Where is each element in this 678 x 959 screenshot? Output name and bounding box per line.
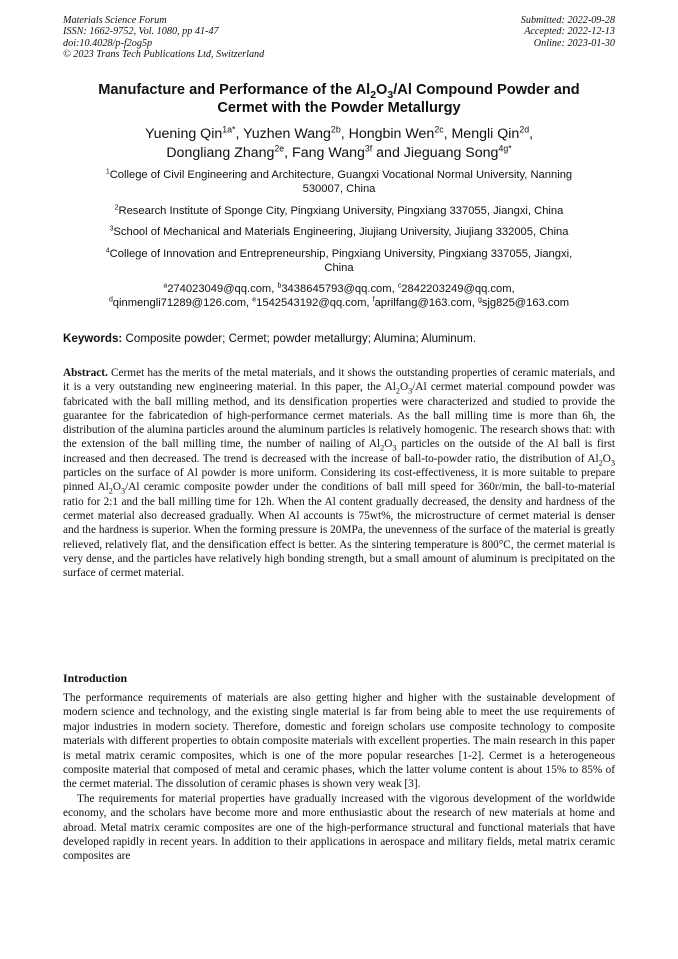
author-emails [63, 282, 615, 310]
author-affiliation-mark: 2e [274, 143, 285, 154]
author-name: , Fang Wang [284, 145, 365, 161]
keywords [63, 332, 615, 346]
keywords-label: Keywords: [63, 332, 123, 345]
author-affiliation-mark: 4g* [498, 143, 512, 154]
author-list: Yuening Qin$^{1a*}$, Yuzhen Wang$^{2b}$, Hongbin Wen$^{2c}$, Mengli Qin$^{2d}$, Dongliang Zhang$^{2e}$, Fang Wang$^{3f}$ and Jieguang Song$^{4g*}$ [144, 124, 534, 161]
abstract-text: O [384, 438, 393, 451]
abstract-text: particles on the outside of the Al ball is first increased and then decreased. The trend is decreased with the increase of ball-to-powder ratio, the distribution of Al [63, 438, 616, 465]
abstract-text: /Al cermet material compound powder was fabricated with the ball milling method, and its densification properties were characterized and studied to provide the guarantee for the fabricatedion of high-performance cermet materials. As the ball milling time is more than 6h, the distribution of the alumina particles around the aluminum particles is relatively homogenic. The research shows that: with the extension of the ball milling time, the number of nailing of Al [63, 381, 615, 451]
abstract-text: O [112, 481, 122, 494]
journal-name: Materials Science Forum [63, 15, 167, 26]
formula-subscript: 2 [108, 486, 113, 496]
email-address[interactable]: sjg825@163.com [481, 297, 570, 310]
formula-subscript: 3 [121, 486, 126, 496]
title-part: Manufacture and Performance of the Al [98, 82, 371, 98]
formula-subscript: 3 [408, 386, 413, 396]
email-mark: g [477, 296, 482, 304]
affiliation-4 [63, 247, 615, 275]
author-name: , Yuzhen Wang [235, 126, 331, 142]
title-part: Cermet with the Powder Metallurgy [217, 100, 461, 116]
title-subscript: 3 [387, 88, 394, 101]
affiliation-text: China [324, 262, 354, 275]
author-name: , Mengli Qin [443, 126, 520, 142]
abstract-text: /Al ceramic composite powder under the conditions of ball mill speed for 360r/min, the ball-to-material ratio for 2:1 and the ball milling time for 12h. When the Al content gradually decreased, the density and hardness of the cermet material also decreased gradually. When Al accounts is 75wt%, the microstructure of cermet material is denser and the hardness is superior. When the forming pressure is 20MPa, the unevenness of the surface of the material is greatly relieved, relatively flat, and the densification effect is better. As the sintering temperature is 800°C, the cermet material is very dense, and the particles have relatively high bonding strength, but a small amount of aluminum is precipitated on the surface of cermet material. [63, 481, 616, 580]
formula-subscript: 2 [395, 386, 400, 396]
email-mark: f [372, 296, 375, 304]
copyright: © 2023 Trans Tech Publications Ltd, Switzerland [63, 49, 265, 61]
author-name: Dongliang Zhang [166, 145, 275, 161]
affiliation-text: 530007, China [302, 183, 376, 196]
submitted-date: Submitted: 2022-09-28 [520, 15, 615, 26]
affiliation-number: 3 [109, 225, 114, 233]
introduction-body [63, 691, 615, 864]
author-affiliation-mark: 2c [434, 124, 444, 135]
email-address[interactable]: 3438645793@qq.com, [281, 283, 398, 295]
affiliation-number: 2 [114, 204, 119, 212]
email-mark: b [277, 282, 282, 290]
affiliation-text: Research Institute of Sponge City, Pingxiang University, Pingxiang 337055, Jiangxi, China [118, 205, 564, 217]
affiliation-text: College of Innovation and Entrepreneurship, Pingxiang University, Pingxiang 337055, Jiangxi, [109, 248, 573, 260]
email-address[interactable]: 1542543192@qq.com, [256, 297, 373, 310]
author-name: and Jieguang Song [372, 145, 499, 161]
abstract-text: Cermet has the merits of the metal materials, and it shows the outstanding properties of ceramic materials, and it is a very outstanding new engineering material. In this paper, the Al [63, 367, 615, 394]
accepted-date: Accepted: 2022-12-13 [524, 26, 615, 38]
abstract-text: O [602, 452, 611, 465]
title-part: /Al Compound Powder and [393, 82, 580, 98]
introduction-heading: Introduction [63, 671, 128, 685]
abstract-label: Abstract. [63, 367, 108, 379]
affiliation-text: School of Mechanical and Materials Engineering, Jiujiang University, Jiujiang 332005, China [113, 226, 569, 238]
introduction-paragraph: The performance requirements of materials are also getting higher and higher with the sustainable development of modern science and technology, and the existing single material is far from being able to meet the use requirements of major industries in modern society. Therefore, domestic and foreign scholars use composite technology to composite materials with different properties to obtain composite materials with excellent properties. The main research in this paper is metal matrix ceramic composites, which is one of the more popular researches [1-2]. Cermet is a heterogeneous composite material that composed of metal and ceramic phases, which the latter volume content is about 15% to 85% of the cermet material. The dissolution of ceramic phases is shown very weak [3]. [63, 692, 616, 791]
formula-subscript: 3 [610, 458, 615, 468]
formula-subscript: 2 [598, 458, 603, 468]
email-mark: c [397, 282, 402, 290]
issn: ISSN: 1662-9752, Vol. 1080, pp 41-47 [63, 26, 219, 38]
email-address[interactable]: 2842203249@qq.com, [401, 283, 515, 295]
formula-subscript: 2 [380, 443, 385, 453]
online-date: Online: 2023-01-30 [533, 37, 615, 49]
email-mark: e [252, 296, 257, 304]
affiliation-text: College of Civil Engineering and Architecture, Guangxi Vocational Normal University, Nanning [109, 169, 573, 181]
email-mark: a [163, 282, 168, 290]
journal-info [63, 15, 264, 61]
author-affiliation-mark: 3f [364, 143, 373, 154]
affiliation-number: 4 [105, 247, 110, 255]
publication-dates [521, 15, 615, 49]
email-mark: d [108, 296, 113, 304]
affiliation-1 [63, 168, 615, 196]
keywords-text: Composite powder; Cermet; powder metallurgy; Alumina; Aluminum. [122, 332, 477, 345]
abstract [63, 366, 615, 580]
introduction-paragraph: The requirements for material properties have gradually increased with the vigorous development of the worldwide economy, and the scholars have become more and more enthusiastic about the research of new materials at home and abroad. Metal matrix ceramic composites are one of the high-performance structural and functional materials that have developed rapidly in recent years. In addition to their applications in aerospace and military fields, metal matrix ceramic composites are [63, 792, 615, 863]
affiliation-number: 1 [105, 168, 110, 176]
affiliation-3 [63, 225, 615, 239]
title-part: O [376, 82, 388, 98]
email-address[interactable]: 274023049@qq.com, [167, 283, 278, 295]
abstract-text: O [399, 381, 409, 394]
author-affiliation-mark: 2d [519, 124, 530, 135]
paper-title [63, 81, 615, 117]
title-subscript: 2 [370, 88, 377, 101]
author-name: Yuening Qin [144, 126, 223, 142]
author-affiliation-mark: 1a* [222, 124, 236, 135]
email-address[interactable]: aprilfang@163.com, [374, 297, 478, 310]
author-affiliation-mark: 2b [330, 124, 341, 135]
doi: doi:10.4028/p-f2og5p [63, 37, 153, 49]
author-name: , Hongbin Wen [340, 126, 435, 142]
abstract-text: particles on the surface of Al powder is more uniform. Considering its cost-effectiveness, it is more suitable to prepare pinned Al [63, 467, 615, 494]
affiliation-2 [63, 204, 615, 218]
email-address[interactable]: qinmengli71289@126.com, [112, 297, 253, 310]
formula-subscript: 3 [392, 443, 397, 453]
